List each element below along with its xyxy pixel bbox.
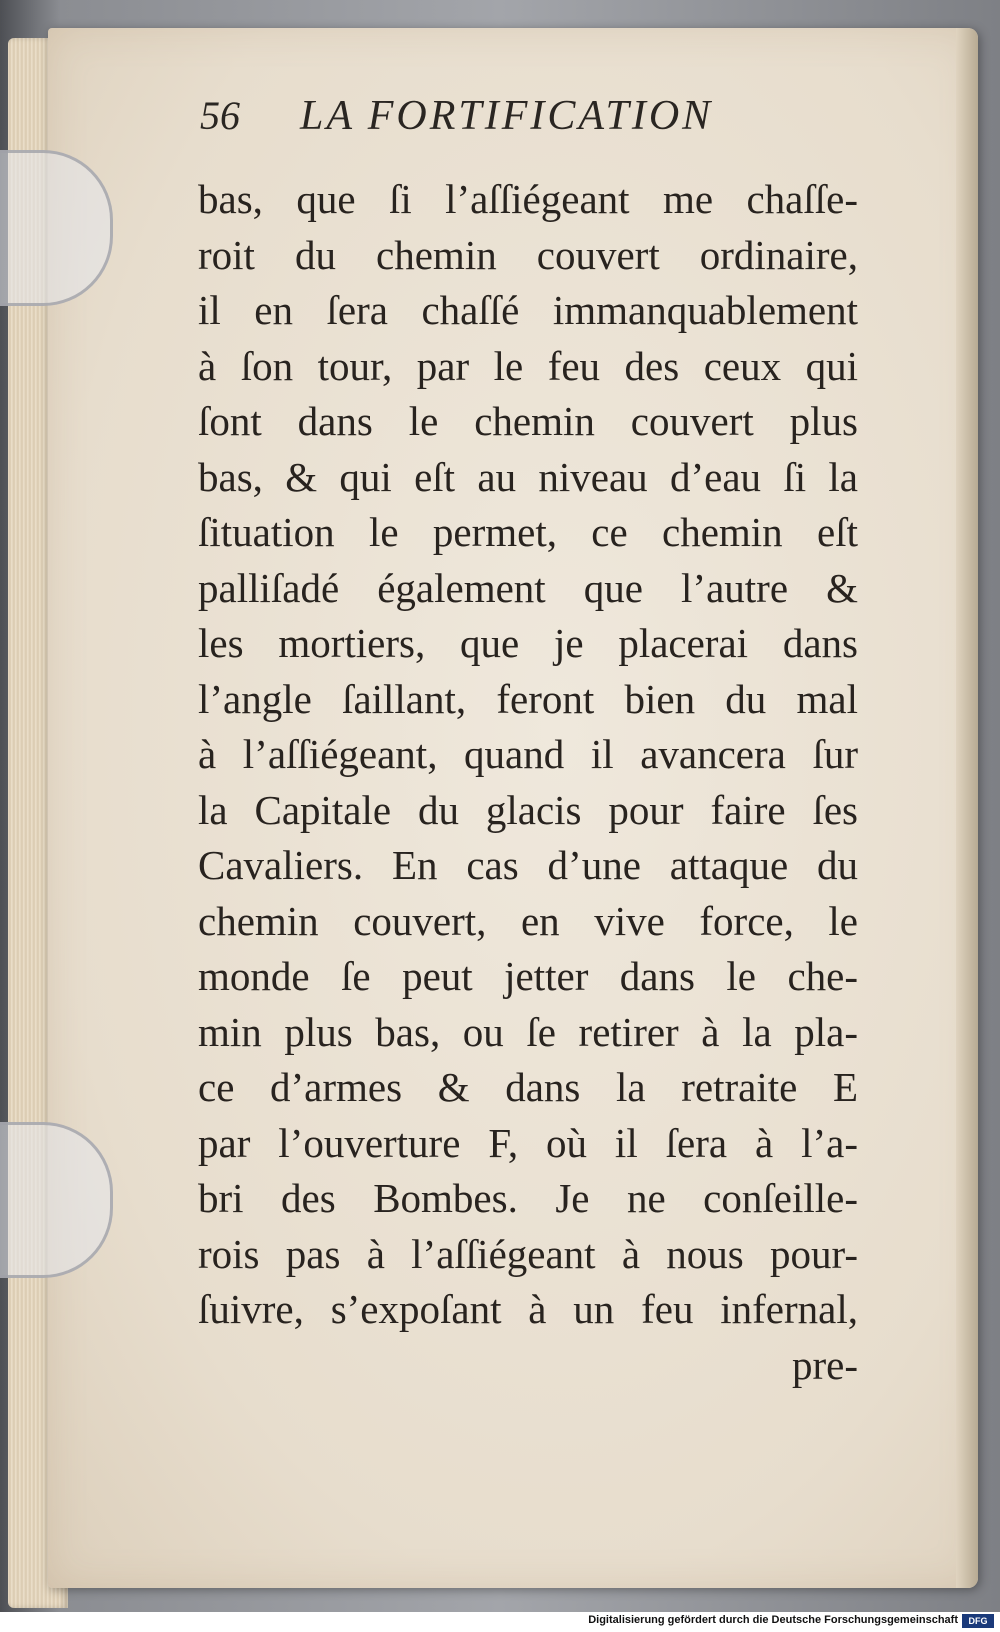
- dfg-logo: DFG: [962, 1614, 994, 1628]
- text-line: monde ſe peut jetter dans le che-: [198, 953, 858, 999]
- body-text: [198, 172, 858, 1393]
- text-line: il en ſera chaſſé immanquablement: [198, 287, 858, 333]
- text-line: par l’ouverture F, où il ſera à l’a-: [198, 1119, 858, 1166]
- text-line: ſuivre, s’expoſant à un feu infernal,: [198, 1286, 858, 1332]
- text-line: rois pas à l’aſſiégeant à nous pour-: [198, 1230, 858, 1277]
- text-line: bas, que ſi l’aſſiégeant me chaſſe-: [198, 176, 858, 222]
- text-line: bri des Bombes. Je ne conſeille-: [198, 1175, 858, 1221]
- text-line: à l’aſſiégeant, quand il avancera ſur: [198, 731, 858, 777]
- text-line: palliſadé également que l’autre &: [198, 564, 858, 611]
- text-line: ſituation le permet, ce chemin eſt: [198, 509, 858, 555]
- text-line: bas, & qui eſt au niveau d’eau ſi la: [198, 453, 858, 500]
- page-right-edge: [956, 28, 978, 1588]
- text-line: Cavaliers. En cas d’une attaque du: [198, 842, 858, 888]
- catchword: pre-: [791, 1341, 858, 1388]
- text-line: ſont dans le chemin couvert plus: [198, 398, 858, 444]
- text-line: l’angle ſaillant, feront bien du mal: [198, 675, 858, 722]
- page-number: 56: [200, 93, 240, 138]
- text-line: les mortiers, que je placerai dans: [198, 620, 858, 666]
- text-line: ce d’armes & dans la retraite E: [198, 1064, 858, 1110]
- text-line: roit du chemin couvert ordinaire,: [198, 231, 858, 278]
- footer-credit: Digitalisierung gefördert durch die Deutsche Forschungsgemeinschaft: [588, 1614, 958, 1626]
- text-line: à ſon tour, par le feu des ceux qui: [198, 342, 858, 389]
- running-head: [200, 92, 840, 152]
- text-line: la Capitale du glacis pour faire ſes: [198, 786, 858, 833]
- running-title: LA FORTIFICATION: [300, 93, 714, 139]
- text-line: min plus bas, ou ſe retirer à la pla-: [198, 1008, 858, 1055]
- text-line: chemin couvert, en vive force, le: [198, 897, 858, 944]
